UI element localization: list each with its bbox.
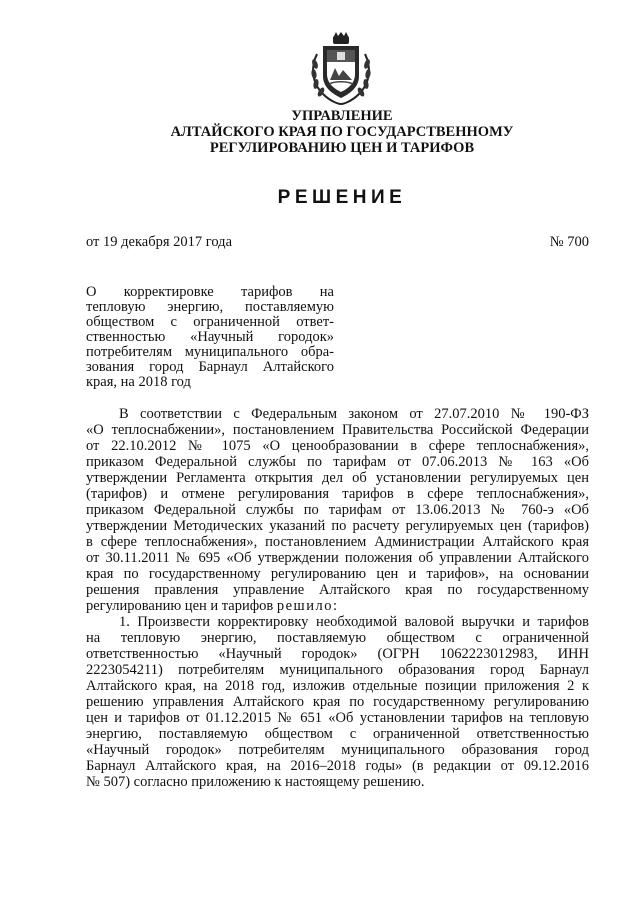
document-date: от 19 декабря 2017 года	[86, 234, 232, 250]
body-line-resolved	[86, 598, 589, 614]
subject-line: зования город Барнаул Алтайского	[86, 359, 334, 375]
resolved-word: решило	[276, 598, 333, 614]
body-line: регулированию цен и тарифов	[86, 598, 274, 614]
body-line: в сфере теплоснабжения», постановлением Администрации Алтайского края	[86, 534, 589, 550]
body-line: энергию, поставляемую обществом с ограниченной ответственностью	[86, 726, 589, 742]
body-line: утверждении Методических указаний по расчету регулируемых цен (тарифов)	[86, 518, 589, 534]
body-line: 1. Произвести корректировку необходимой валовой выручки и тарифов	[119, 614, 589, 630]
body-line: от 30.11.2011 № 695 «Об утверждении положения об управлении Алтайского	[86, 550, 589, 566]
subject-line: потребителям муниципального обра-	[86, 344, 334, 360]
body-line: (тарифов) и отмене регулирования тарифов в сфере теплоснабжения»,	[86, 486, 589, 502]
body-line: решения правления управление Алтайского края по государственному	[86, 582, 589, 598]
body-line: Барнаул Алтайского края, на 2016–2018 годы» (в редакции от 09.12.2016	[86, 758, 589, 774]
body-line: от 22.10.2012 № 1075 «О ценообразовании в сфере теплоснабжения»,	[86, 438, 589, 454]
subject-line: О корректировке тарифов на	[86, 284, 334, 300]
body-line: решению управления Алтайского края по государственному регулированию	[86, 694, 589, 710]
body-line: на тепловую энергию, поставляемую обществом с ограниченной	[86, 630, 589, 646]
body-line: приказом Федеральной службы по тарифам от 07.06.2013 № 163 «Об	[86, 454, 589, 470]
body-line: Алтайского края, на 2018 год, изложив отдельные позиции приложения 2 к	[86, 678, 589, 694]
agency-line-1: УПРАВЛЕНИЕ	[291, 108, 393, 124]
body-line: приказом Федеральной службы по тарифам от 13.06.2013 № 760-э «Об	[86, 502, 589, 518]
agency-name	[0, 108, 640, 156]
document-body	[86, 406, 589, 790]
document-subject	[86, 285, 334, 390]
body-line: цен и тарифов от 01.12.2015 № 651 «Об установлении тарифов на тепловую	[86, 710, 589, 726]
subject-line: обществом с ограниченной ответ-	[86, 314, 334, 330]
subject-line: ственностью «Научный городок»	[86, 329, 334, 345]
body-line: утверждении Регламента открытия дел об установлении регулируемых цен	[86, 470, 589, 486]
subject-line: тепловую энергию, поставляемую	[86, 299, 334, 315]
resolved-colon: :	[332, 598, 337, 614]
body-line: № 507) согласно приложению к настоящему решению.	[86, 774, 425, 790]
document-title: РЕШЕНИЕ	[277, 187, 407, 208]
body-line: 2223054211) потребителям муниципального образования город Барнаул	[86, 662, 589, 678]
document-number: № 700	[549, 234, 589, 250]
body-line: ответственностью «Научный городок» (ОГРН 1062223012983, ИНН	[86, 646, 589, 662]
body-line: «О теплоснабжении», постановлением Правительства Российской Федерации	[86, 422, 589, 438]
body-line: «Научный городок» потребителям муниципального образования город	[86, 742, 589, 758]
agency-line-2: АЛТАЙСКОГО КРАЯ ПО ГОСУДАРСТВЕННОМУ	[170, 124, 514, 140]
agency-line-3: РЕГУЛИРОВАНИЮ ЦЕН И ТАРИФОВ	[209, 140, 475, 156]
body-line: В соответствии с Федеральным законом от 27.07.2010 № 190-ФЗ	[119, 406, 589, 422]
subject-line: края, на 2018 год	[86, 374, 191, 390]
body-line: края по государственному регулированию цен и тарифов», на основании	[86, 566, 589, 582]
coat-of-arms-icon	[303, 32, 379, 108]
